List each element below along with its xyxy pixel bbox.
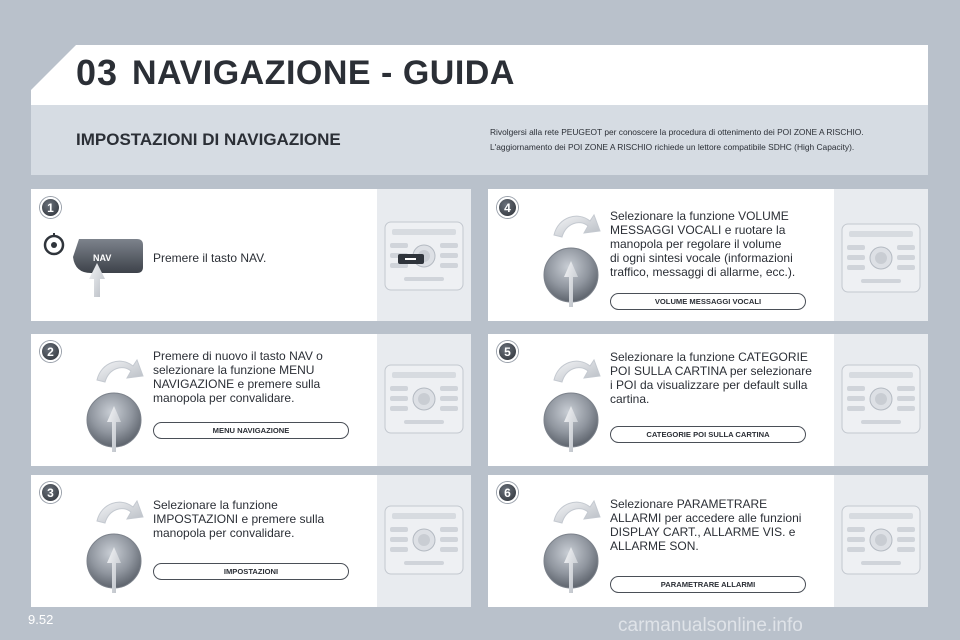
radio-panel: [377, 475, 471, 607]
step-text-line: ALLARMI per accedere alle funzioni: [610, 511, 802, 525]
step-text-line: i POI da visualizzare per default sulla: [610, 378, 808, 392]
step-text-line: Premere il tasto NAV.: [153, 251, 267, 265]
radio-unit-icon: [384, 364, 464, 434]
step-text-line: MESSAGGI VOCALI e ruotare la: [610, 223, 786, 237]
step-badge-6: 6: [497, 482, 518, 503]
chapter-number: 03: [76, 52, 119, 93]
nav-button-label: NAV: [93, 253, 112, 263]
step-text-line: Selezionare PARAMETRARE: [610, 497, 768, 511]
step-text: [153, 251, 266, 265]
steering-wheel-icon: [42, 233, 66, 257]
step-text: [153, 498, 324, 540]
info-line: L'aggiornamento dei POI ZONE A RISCHIO richiede un lettore compatibile SDHC (High Capacity).: [490, 142, 855, 152]
radio-panel: [834, 189, 928, 321]
rotary-knob-icon: [538, 207, 608, 317]
step-card-3: [31, 475, 471, 607]
step-card-6: [488, 475, 928, 607]
radio-panel: [377, 189, 471, 321]
menu-option-pill: VOLUME MESSAGGI VOCALI: [610, 293, 806, 310]
step-badge-1: 1: [40, 197, 61, 218]
step-text-line: IMPOSTAZIONI e premere sulla: [153, 512, 325, 526]
rotary-knob-icon: [538, 493, 608, 603]
step-text-line: Selezionare la funzione VOLUME: [610, 209, 789, 223]
menu-option-pill: PARAMETRARE ALLARMI: [610, 576, 806, 593]
step-text-line: POI SULLA CARTINA per selezionare: [610, 364, 812, 378]
page-number: 9.52: [28, 612, 54, 627]
info-text: [490, 125, 920, 155]
radio-panel: [377, 334, 471, 466]
step-text-line: manopola per regolare il volume: [610, 237, 782, 251]
nav-key-highlight-icon: [397, 253, 427, 267]
radio-panel: [834, 334, 928, 466]
step-text-line: Selezionare la funzione: [153, 498, 278, 512]
step-text-line: cartina.: [610, 392, 650, 406]
page-title: NAVIGAZIONE - GUIDA: [132, 54, 515, 92]
step-card-1: [31, 189, 471, 321]
step-text-line: Selezionare la funzione CATEGORIE: [610, 350, 808, 364]
rotary-knob-icon: [81, 352, 151, 462]
step-card-4: [488, 189, 928, 321]
step-text: [610, 350, 812, 406]
radio-panel: [834, 475, 928, 607]
menu-option-pill: MENU NAVIGAZIONE: [153, 422, 349, 439]
step-text-line: manopola per convalidare.: [153, 391, 295, 405]
menu-option-pill: CATEGORIE POI SULLA CARTINA: [610, 426, 806, 443]
step-text-line: traffico, messaggi di allarme, ecc.).: [610, 265, 796, 279]
step-text-line: ALLARME SON.: [610, 539, 699, 553]
rotary-knob-icon: [538, 352, 608, 462]
step-text: [153, 349, 323, 405]
step-card-5: [488, 334, 928, 466]
step-text-line: selezionare la funzione MENU: [153, 363, 315, 377]
radio-unit-icon: [841, 505, 921, 575]
step-text: [610, 209, 795, 279]
watermark: carmanualsonline.info: [618, 615, 803, 636]
step-card-2: [31, 334, 471, 466]
step-text-line: DISPLAY CART., ALLARME VIS. e: [610, 525, 796, 539]
step-text: [610, 497, 801, 553]
nav-button-icon: [71, 239, 151, 299]
step-text-line: manopola per convalidare.: [153, 526, 295, 540]
step-badge-2: 2: [40, 341, 61, 362]
step-badge-4: 4: [497, 197, 518, 218]
step-text-line: di ogni sintesi vocale (informazioni: [610, 251, 793, 265]
step-text-line: Premere di nuovo il tasto NAV o: [153, 349, 323, 363]
radio-unit-icon: [841, 364, 921, 434]
menu-option-pill: IMPOSTAZIONI: [153, 563, 349, 580]
info-line: Rivolgersi alla rete PEUGEOT per conoscere la procedura di ottenimento dei POI ZONE A RISCHIO.: [490, 127, 864, 137]
step-text-line: NAVIGAZIONE e premere sulla: [153, 377, 321, 391]
radio-unit-icon: [384, 505, 464, 575]
step-badge-5: 5: [497, 341, 518, 362]
rotary-knob-icon: [81, 493, 151, 603]
section-title: IMPOSTAZIONI DI NAVIGAZIONE: [76, 130, 341, 149]
radio-unit-icon: [841, 223, 921, 293]
step-badge-3: 3: [40, 482, 61, 503]
